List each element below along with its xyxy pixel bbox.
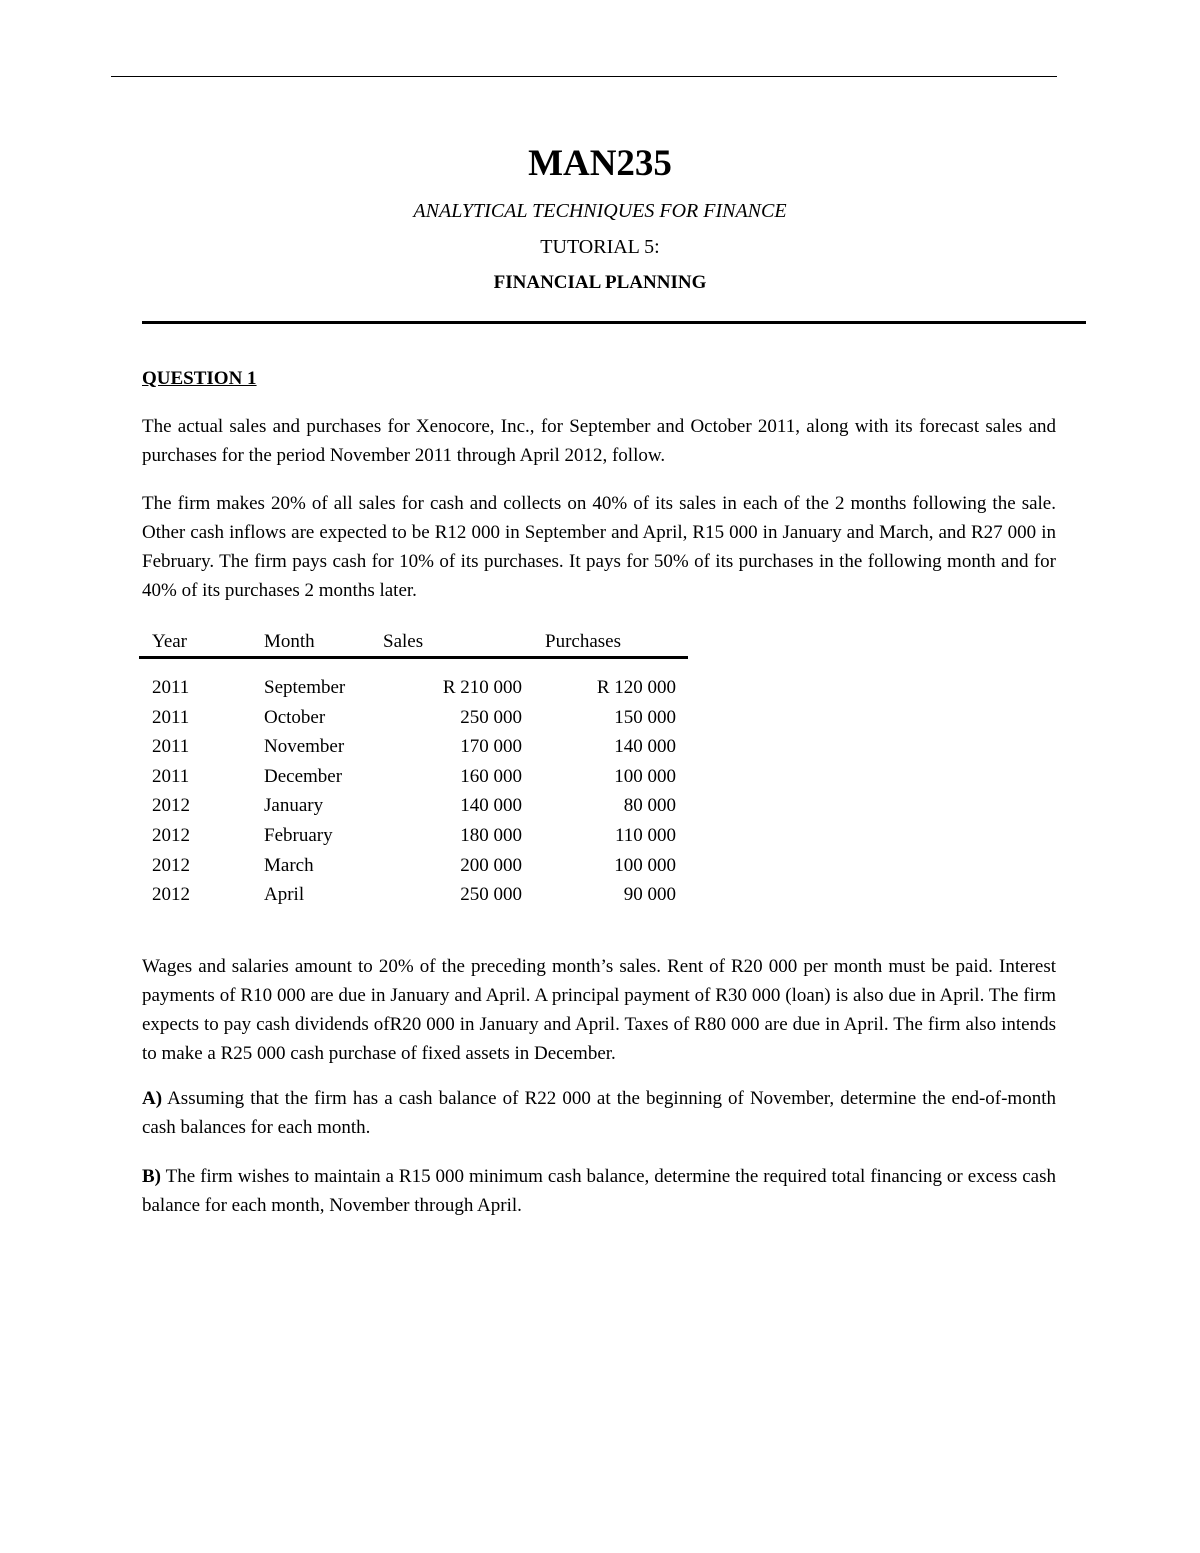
question-intro-paragraph: The actual sales and purchases for Xenocore, Inc., for September and October 2011, along with its forecast sales and purchases for the period November 2011 through April 2012, follow.	[142, 416, 1056, 466]
cell-month: September	[264, 677, 346, 698]
question-heading: QUESTION 1	[142, 368, 257, 389]
cell-purchases: 140 000	[614, 736, 676, 758]
cell-month: April	[264, 884, 305, 906]
cell-year: 2011	[152, 706, 190, 728]
part-a-paragraph	[142, 1084, 1056, 1142]
part-b-text: The firm wishes to maintain a R15 000 minimum cash balance, determine the required total financing or excess cash balance for each month, November through April.	[142, 1166, 1056, 1216]
header-divider	[142, 321, 1086, 324]
cell-sales: 170 000	[460, 736, 522, 758]
cell-month: February	[264, 824, 333, 846]
part-a-text: Assuming that the firm has a cash balance of R22 000 at the beginning of November, determine the end-of-month cash balances for each month.	[142, 1088, 1056, 1138]
cell-sales: 250 000	[460, 706, 522, 728]
cell-purchases: 80 000	[623, 795, 676, 817]
course-name: ANALYTICAL TECHNIQUES FOR FINANCE	[413, 200, 787, 222]
cell-year: 2011	[152, 677, 190, 698]
table-body	[139, 674, 688, 911]
cell-purchases: R 120 000	[596, 677, 676, 698]
table-row	[139, 822, 688, 852]
cell-purchases: 110 000	[614, 824, 676, 846]
cell-sales: 250 000	[460, 884, 522, 906]
cell-month: March	[264, 854, 314, 876]
cell-year: 2012	[152, 884, 190, 906]
header-sales: Sales	[383, 631, 424, 652]
table-row	[139, 881, 688, 911]
table-row	[139, 763, 688, 793]
header-year: Year	[152, 631, 188, 652]
cell-sales: R 210 000	[442, 677, 522, 698]
cell-year: 2012	[152, 854, 190, 876]
header-purchases: Purchases	[545, 631, 621, 652]
table-row	[139, 852, 688, 882]
cell-year: 2012	[152, 824, 190, 846]
collection-terms-paragraph: The firm makes 20% of all sales for cash and collects on 40% of its sales in each of the 2 months following the sale. Other cash inflows are expected to be R12 000 in September and April, R15 000 in January and March, and R27 000 in February. The firm pays cash for 10% of its purchases. It pays for 50% of its purchases in the following month and for 40% of its purchases 2 months later.	[142, 493, 1056, 601]
cell-year: 2011	[152, 736, 190, 758]
cell-sales: 160 000	[460, 765, 522, 787]
table-row	[139, 792, 688, 822]
cell-purchases: 150 000	[614, 706, 676, 728]
cell-year: 2012	[152, 795, 190, 817]
cell-month: January	[264, 795, 324, 817]
cell-sales: 180 000	[460, 824, 522, 846]
top-rule	[111, 76, 1057, 77]
course-code: MAN235	[528, 143, 672, 184]
sales-purchases-table	[139, 628, 688, 911]
cell-purchases: 100 000	[614, 765, 676, 787]
table-row	[139, 674, 688, 704]
part-b-paragraph	[142, 1162, 1056, 1220]
tutorial-topic: FINANCIAL PLANNING	[493, 272, 707, 293]
tutorial-label: TUTORIAL 5:	[540, 236, 660, 258]
part-a-label: A)	[142, 1088, 163, 1109]
cell-month: November	[264, 736, 345, 758]
cell-year: 2011	[152, 765, 190, 787]
expenses-paragraph: Wages and salaries amount to 20% of the preceding month’s sales. Rent of R20 000 per month must be paid. Interest payments of R10 000 are due in January and April. A principal payment of R30 000 (loan) is also due in April. The firm expects to pay cash dividends ofR20 000 in January and April. Taxes of R80 000 are due in April. The firm also intends to make a R25 000 cash purchase of fixed assets in December.	[142, 956, 1056, 1064]
part-b-label: B)	[142, 1166, 161, 1187]
table-header	[139, 628, 688, 659]
cell-sales: 200 000	[460, 854, 522, 876]
cell-sales: 140 000	[460, 795, 522, 817]
table-row	[139, 704, 688, 734]
table-row	[139, 733, 688, 763]
header-month: Month	[264, 631, 315, 652]
cell-month: October	[264, 706, 326, 728]
cell-purchases: 100 000	[614, 854, 676, 876]
cell-month: December	[264, 765, 343, 787]
cell-purchases: 90 000	[623, 884, 676, 906]
